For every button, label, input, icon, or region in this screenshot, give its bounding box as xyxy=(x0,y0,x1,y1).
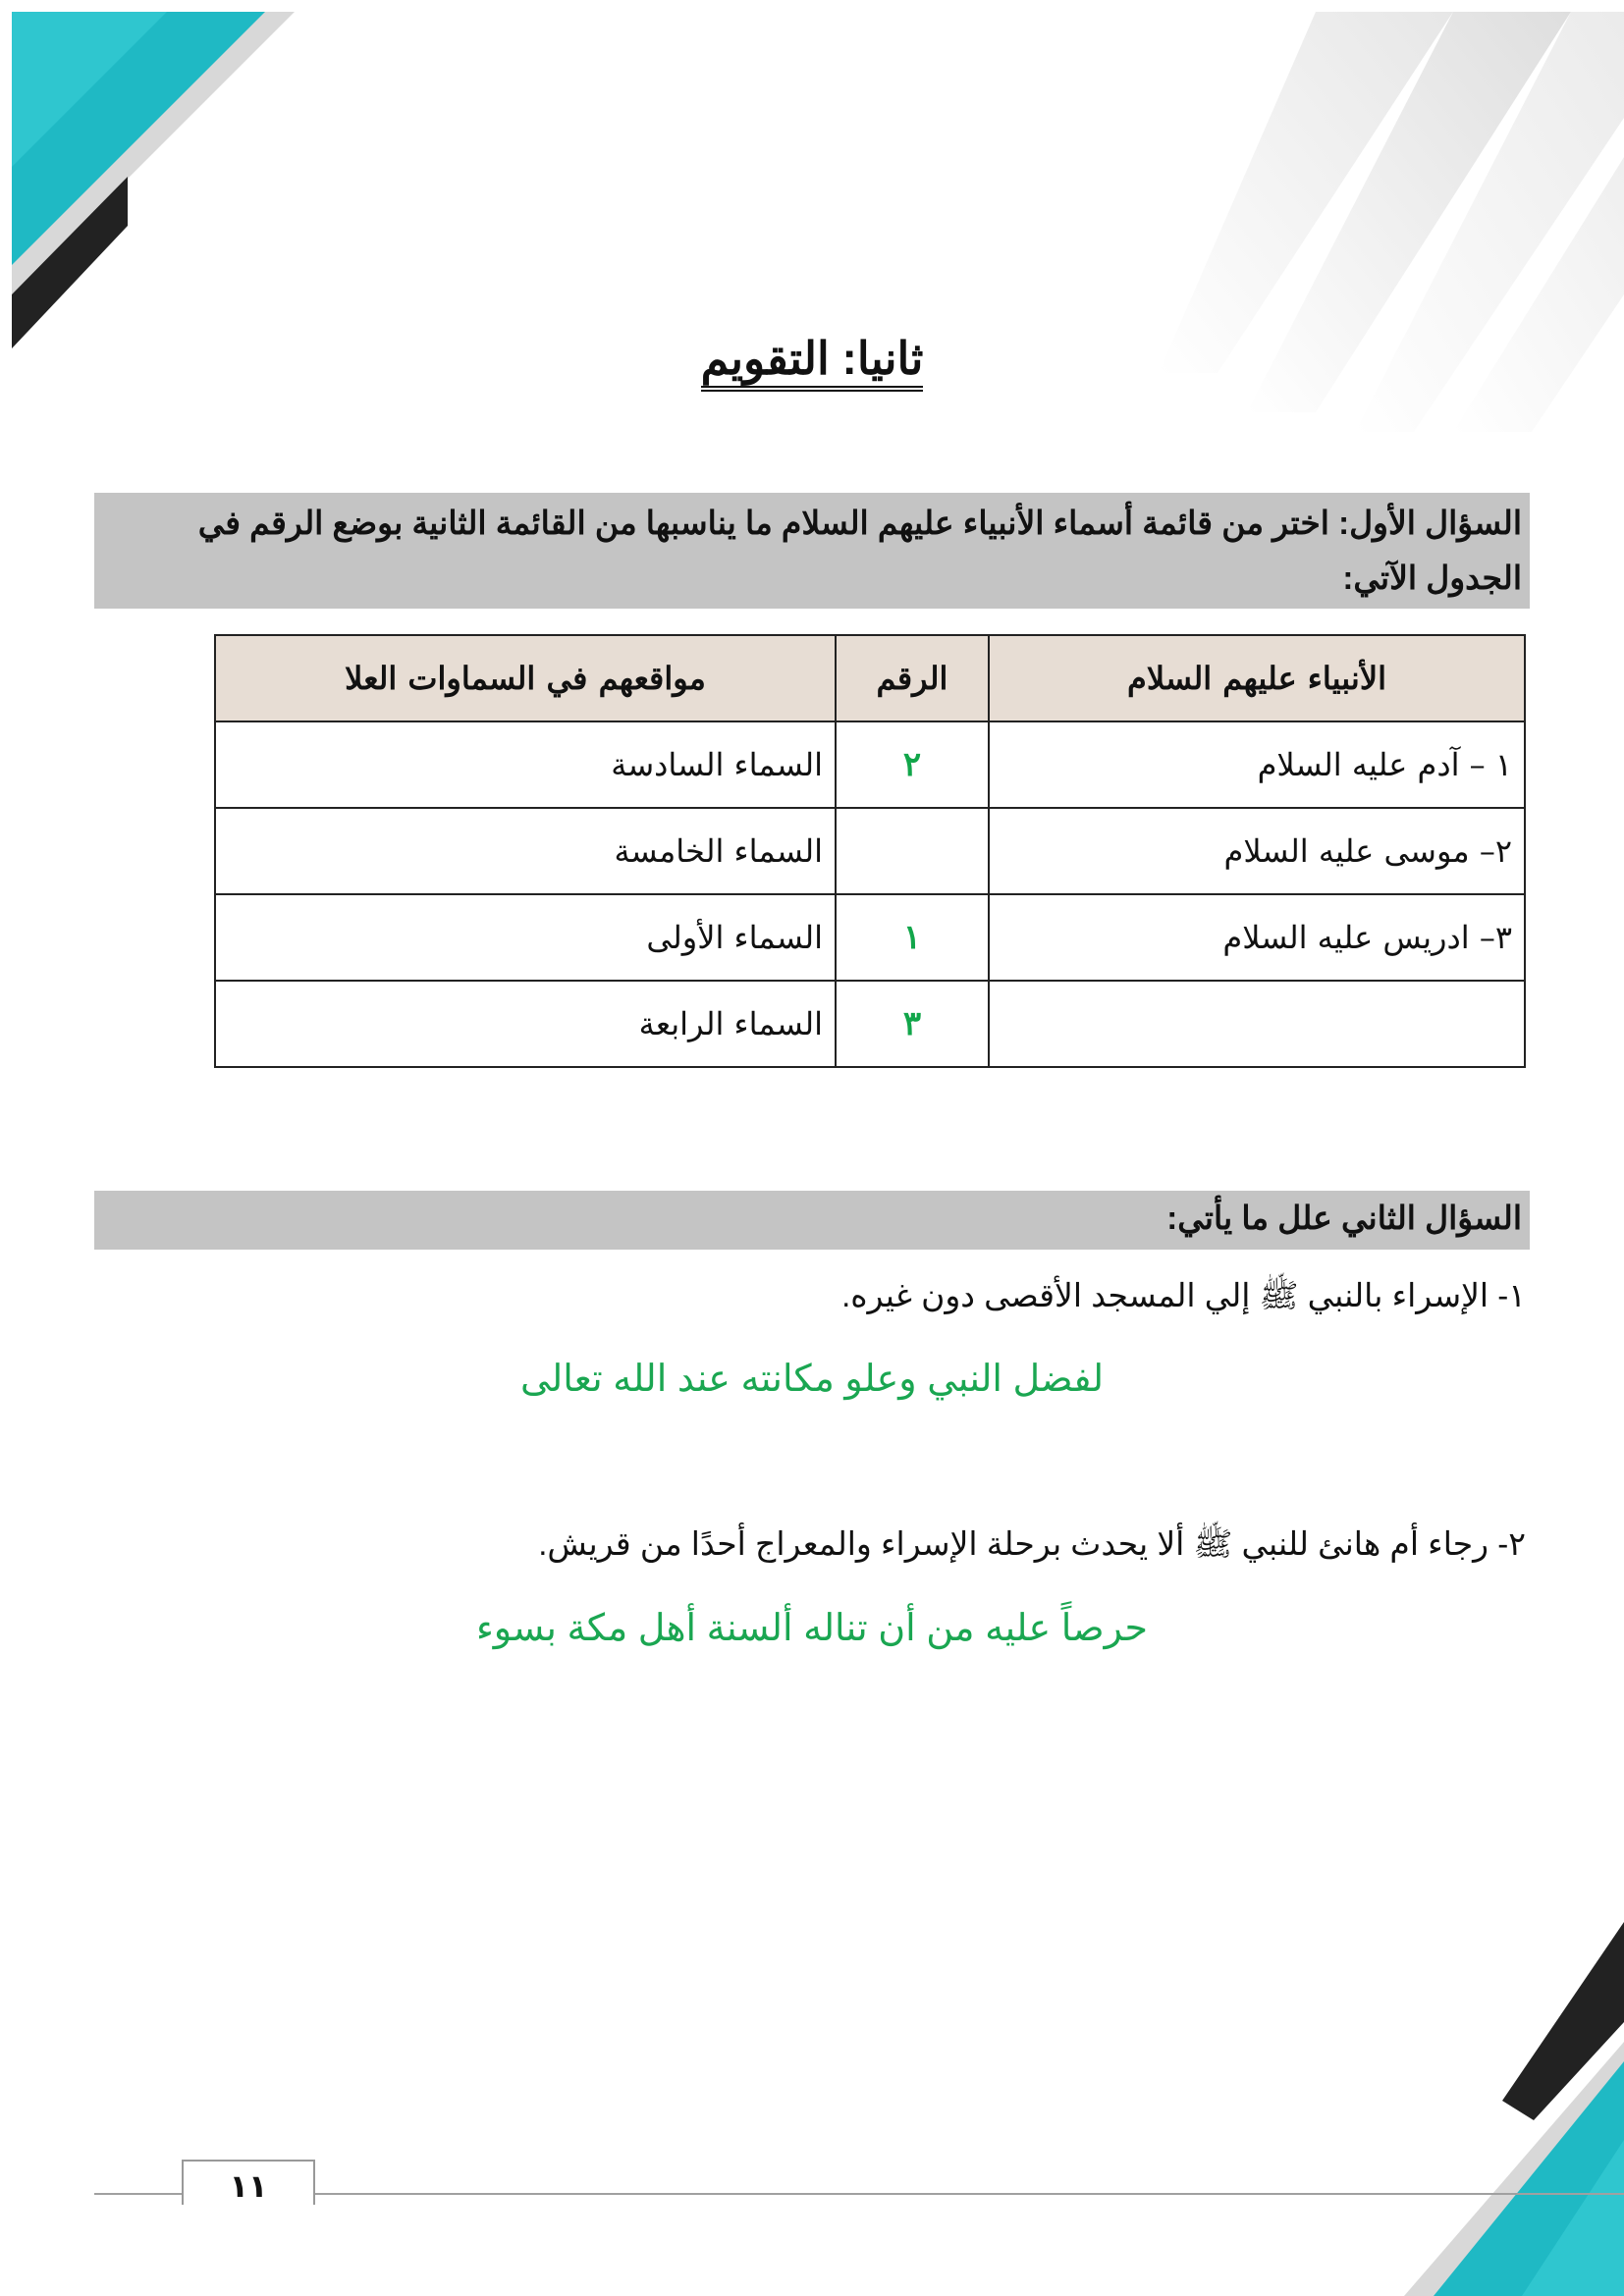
header-locations: مواقعهم في السماوات العلا xyxy=(215,635,836,721)
page-title xyxy=(0,332,1624,385)
matching-table xyxy=(214,634,1526,1068)
question-2-prompt: السؤال الثاني علل ما يأتي: xyxy=(94,1191,1530,1250)
corner-decoration-bottom-right xyxy=(1316,1914,1624,2296)
corner-decoration-top-left xyxy=(0,0,314,373)
table-row xyxy=(215,808,1525,894)
number-cell[interactable]: ٢ xyxy=(836,721,989,808)
location-cell: السماء الأولى xyxy=(215,894,836,981)
prophet-cell: ٢– موسى عليه السلام xyxy=(989,808,1525,894)
table-row xyxy=(215,981,1525,1067)
location-cell: السماء الرابعة xyxy=(215,981,836,1067)
header-prophets: الأنبياء عليهم السلام xyxy=(989,635,1525,721)
answer-1: لفضل النبي وعلو مكانته عند الله تعالى xyxy=(519,1359,1105,1400)
table-row xyxy=(215,721,1525,808)
page-number: ١١ xyxy=(182,2160,315,2205)
number-cell[interactable]: ٣ xyxy=(836,981,989,1067)
table-header-row xyxy=(215,635,1525,721)
number-cell[interactable] xyxy=(836,808,989,894)
location-cell: السماء الخامسة xyxy=(215,808,836,894)
prophet-cell: ١ – آدم عليه السلام xyxy=(989,721,1525,808)
header-number: الرقم xyxy=(836,635,989,721)
location-cell: السماء السادسة xyxy=(215,721,836,808)
question-1-prompt: السؤال الأول: اختر من قائمة أسماء الأنبياء عليهم السلام ما يناسبها من القائمة الثانية بوضع الرقم في الجدول الآتي: xyxy=(94,493,1530,609)
prophet-cell xyxy=(989,981,1525,1067)
question-2-item-1: ١- الإسراء بالنبي ﷺ إلي المسجد الأقصى دون غيره. xyxy=(841,1277,1526,1313)
number-cell[interactable]: ١ xyxy=(836,894,989,981)
footer-divider xyxy=(94,2191,1624,2197)
prophet-cell: ٣– ادريس عليه السلام xyxy=(989,894,1525,981)
page-title-text: ثانيا: التقويم xyxy=(701,333,924,392)
table-row xyxy=(215,894,1525,981)
question-2-item-2: ٢- رجاء أم هانئ للنبي ﷺ ألا يحدث برحلة الإسراء والمعراج أحدًا من قريش. xyxy=(538,1525,1526,1562)
answer-2: حرصاً عليه من أن تناله ألسنة أهل مكة بسوء xyxy=(475,1608,1149,1649)
